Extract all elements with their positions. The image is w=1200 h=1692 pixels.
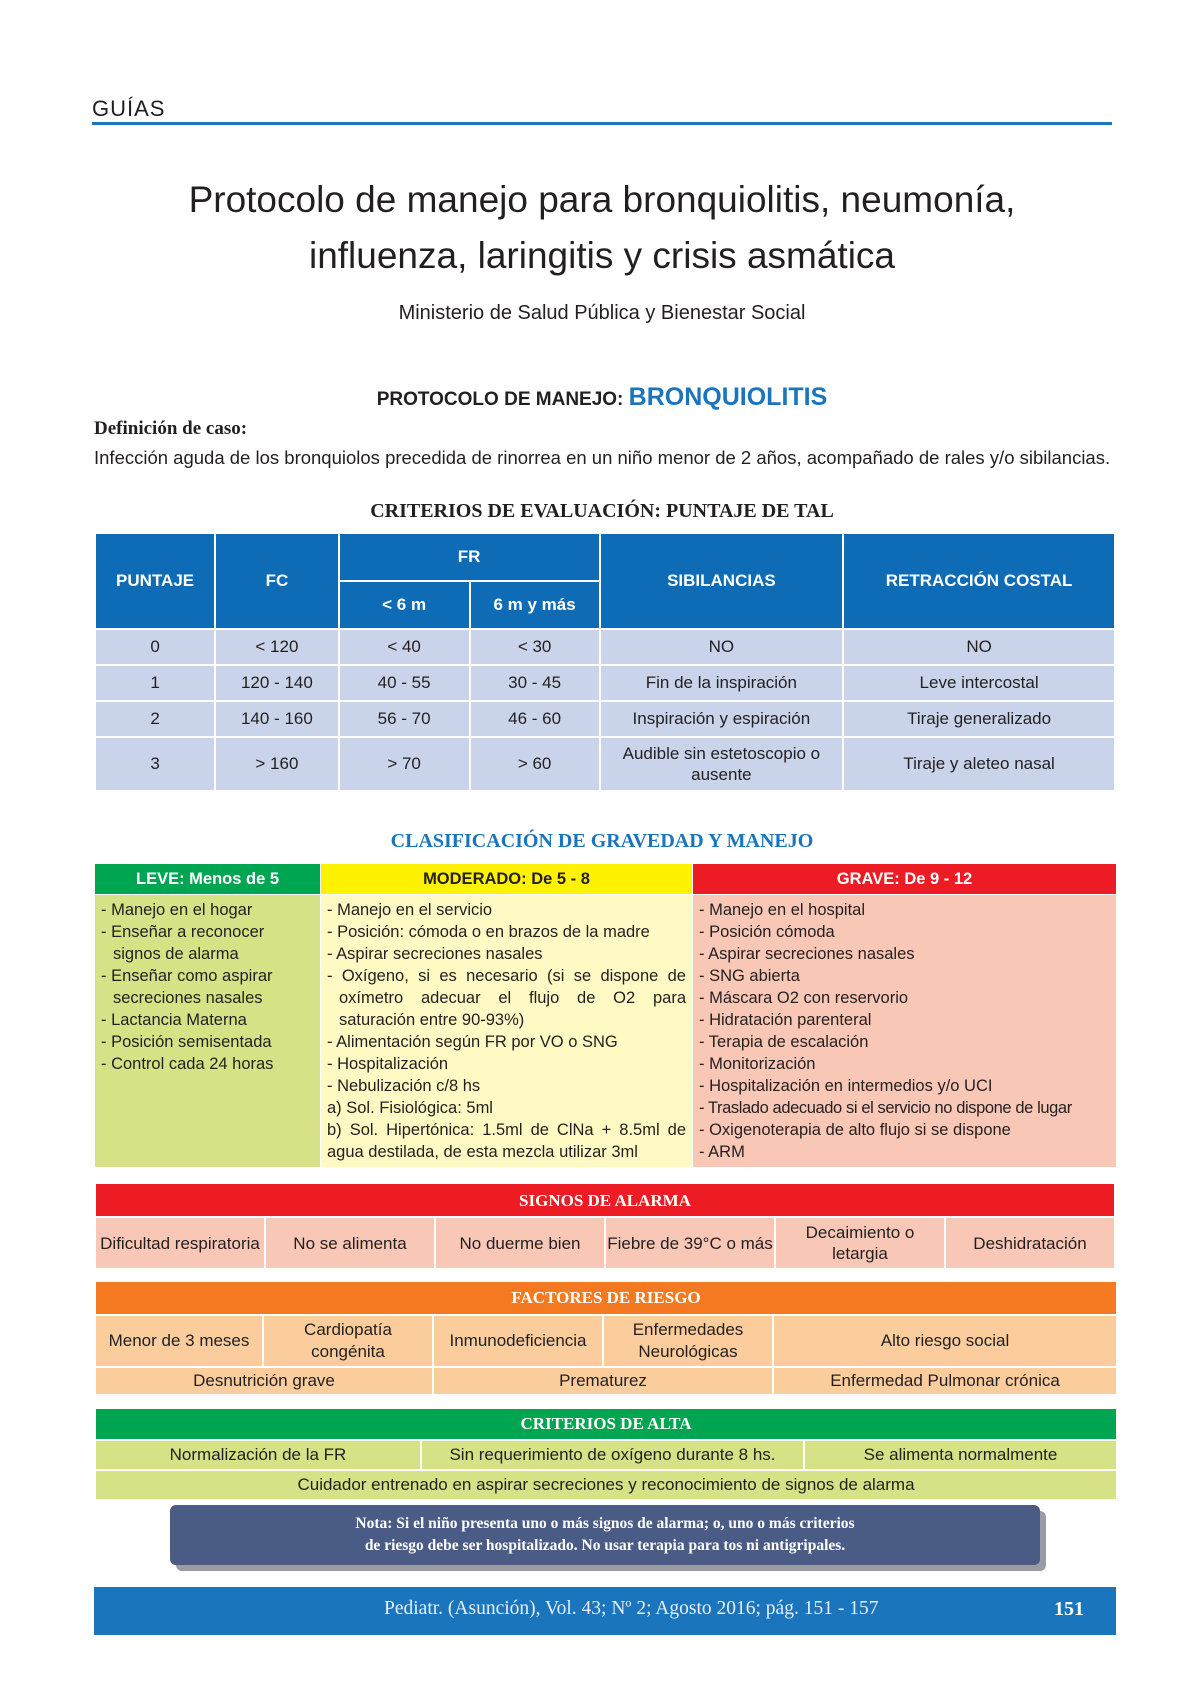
list-item: - Control cada 24 horas bbox=[101, 1055, 274, 1073]
risk-factor: Alto riesgo social bbox=[773, 1315, 1117, 1367]
alarm-sign: Fiebre de 39°C o más bbox=[605, 1217, 775, 1269]
table-cell: Tiraje generalizado bbox=[843, 701, 1115, 737]
risk-factor: Inmunodeficiencia bbox=[433, 1315, 603, 1367]
discharge-criterion: Sin requerimiento de oxígeno durante 8 hs. bbox=[421, 1440, 804, 1470]
alarm-sign: No duerme bien bbox=[435, 1217, 605, 1269]
list-item: - Traslado adecuado si el servicio no dispone de lugar bbox=[699, 1099, 1072, 1117]
protocol-prefix: PROTOCOLO DE MANEJO: bbox=[376, 389, 624, 410]
th-fr: FR bbox=[339, 533, 600, 581]
list-item: - Lactancia Materna bbox=[101, 1011, 247, 1029]
tal-table-title: CRITERIOS DE EVALUACIÓN: PUNTAJE DE TAL bbox=[370, 500, 834, 522]
list-item: - Hospitalización bbox=[327, 1055, 449, 1073]
list-item: - Enseñar como aspirar secreciones nasales bbox=[101, 967, 273, 1007]
alarm-sign: Decaimiento o letargia bbox=[775, 1217, 945, 1269]
definition-heading: Definición de caso: bbox=[94, 418, 248, 439]
risk-factors-title: FACTORES DE RIESGO bbox=[95, 1281, 1117, 1315]
discharge-criteria-table bbox=[94, 1407, 1118, 1501]
risk-factor: Menor de 3 meses bbox=[95, 1315, 263, 1367]
alarm-sign: Dificultad respiratoria bbox=[95, 1217, 265, 1269]
table-cell: 2 bbox=[95, 701, 215, 737]
risk-factor: Desnutrición grave bbox=[95, 1367, 433, 1395]
author-line: Ministerio de Salud Pública y Bienestar Social bbox=[398, 302, 806, 324]
alarm-sign: No se alimenta bbox=[265, 1217, 435, 1269]
alarm-signs-table bbox=[94, 1182, 1116, 1270]
list-item: a) Sol. Fisiológica: 5ml bbox=[327, 1099, 493, 1117]
list-item: - Posición cómoda bbox=[699, 923, 835, 941]
journal-citation: Pediatr. (Asunción), Vol. 43; Nº 2; Agosto 2016; pág. 151 - 157 bbox=[384, 1598, 879, 1619]
moderado-management bbox=[321, 895, 693, 1168]
discharge-criterion: Normalización de la FR bbox=[95, 1440, 421, 1470]
moderado-header: MODERADO: De 5 - 8 bbox=[321, 864, 693, 895]
list-item: - Aspirar secreciones nasales bbox=[699, 945, 915, 963]
table-cell: Tiraje y aleteo nasal bbox=[843, 737, 1115, 791]
risk-factor: Enfermedad Pulmonar crónica bbox=[773, 1367, 1117, 1395]
discharge-criterion: Cuidador entrenado en aspirar secreciones y reconocimiento de signos de alarma bbox=[95, 1470, 1117, 1500]
table-cell: NO bbox=[600, 629, 844, 665]
list-item: - Posición semisentada bbox=[101, 1033, 272, 1051]
grave-management bbox=[693, 895, 1117, 1168]
table-cell: NO bbox=[843, 629, 1115, 665]
risk-factor: Prematurez bbox=[433, 1367, 773, 1395]
title-line-1: Protocolo de manejo para bronquiolitis, neumonía, bbox=[188, 179, 1016, 220]
title-line-2: influenza, laringitis y crisis asmática bbox=[308, 235, 896, 276]
list-item: - Monitorización bbox=[699, 1055, 816, 1073]
alarm-sign: Deshidratación bbox=[945, 1217, 1115, 1269]
severity-table bbox=[94, 863, 1117, 1168]
list-item: - Nebulización c/8 hs bbox=[327, 1077, 481, 1095]
table-cell: Fin de la inspiración bbox=[600, 665, 844, 701]
note-box bbox=[170, 1505, 1040, 1565]
page-number: 151 bbox=[1054, 1598, 1084, 1620]
discharge-criteria-title: CRITERIOS DE ALTA bbox=[95, 1408, 1117, 1440]
list-item: - Hospitalización en intermedios y/o UCI bbox=[699, 1077, 993, 1095]
th-fr-lt6: < 6 m bbox=[339, 581, 470, 629]
th-puntaje: PUNTAJE bbox=[95, 533, 215, 629]
list-item: - Manejo en el hogar bbox=[101, 901, 253, 919]
header-rule bbox=[92, 122, 1112, 125]
list-item: - Hidratación parenteral bbox=[699, 1011, 872, 1029]
table-cell: 1 bbox=[95, 665, 215, 701]
note-line-2: de riesgo debe ser hospitalizado. No usar terapia para tos ni antigripales. bbox=[364, 1537, 846, 1554]
footer-bar bbox=[94, 1587, 1116, 1635]
table-cell: Leve intercostal bbox=[843, 665, 1115, 701]
table-cell: < 40 bbox=[339, 629, 470, 665]
page-title bbox=[92, 172, 1112, 284]
grave-header: GRAVE: De 9 - 12 bbox=[693, 864, 1117, 895]
definition-text: Infección aguda de los bronquiolos precedida de rinorrea en un niño menor de 2 años, acompañado de rales y/o sibilancias. bbox=[94, 447, 1111, 468]
table-cell: 120 - 140 bbox=[215, 665, 338, 701]
list-item: - Oxigenoterapia de alto flujo si se dispone bbox=[699, 1121, 1011, 1139]
list-item: - Oxígeno, si es necesario (si se dispone de oxímetro adecuar el flujo de O2 para saturación entre 90-93%) bbox=[327, 967, 686, 1029]
table-cell: > 60 bbox=[470, 737, 600, 791]
list-item: - Alimentación según FR por VO o SNG bbox=[327, 1033, 618, 1051]
table-cell: 46 - 60 bbox=[470, 701, 600, 737]
protocol-name: BRONQUIOLITIS bbox=[628, 383, 828, 411]
th-fr-ge6: 6 m y más bbox=[470, 581, 600, 629]
classification-title: CLASIFICACIÓN DE GRAVEDAD Y MANEJO bbox=[390, 830, 814, 852]
protocol-heading bbox=[92, 383, 1112, 412]
th-retraccion: RETRACCIÓN COSTAL bbox=[843, 533, 1115, 629]
leve-header: LEVE: Menos de 5 bbox=[95, 864, 321, 895]
table-cell: 0 bbox=[95, 629, 215, 665]
table-cell: 30 - 45 bbox=[470, 665, 600, 701]
risk-factors-table bbox=[94, 1280, 1118, 1396]
table-cell: > 70 bbox=[339, 737, 470, 791]
list-item: - Aspirar secreciones nasales bbox=[327, 945, 543, 963]
list-item: b) Sol. Hipertónica: 1.5ml de ClNa + 8.5ml de agua destilada, de esta mezcla utilizar 3ml bbox=[327, 1121, 686, 1161]
section-label: GUÍAS bbox=[92, 96, 166, 121]
discharge-criterion: Se alimenta normalmente bbox=[804, 1440, 1117, 1470]
risk-factor: Cardiopatía congénita bbox=[263, 1315, 433, 1367]
table-cell: 3 bbox=[95, 737, 215, 791]
list-item: - Posición: cómoda o en brazos de la madre bbox=[327, 923, 650, 941]
table-cell: 140 - 160 bbox=[215, 701, 338, 737]
th-fc: FC bbox=[215, 533, 338, 629]
tal-score-table bbox=[94, 532, 1116, 792]
table-cell: 40 - 55 bbox=[339, 665, 470, 701]
risk-factor: Enfermedades Neurológicas bbox=[603, 1315, 773, 1367]
list-item: - Máscara O2 con reservorio bbox=[699, 989, 909, 1007]
table-cell: > 160 bbox=[215, 737, 338, 791]
table-cell: < 30 bbox=[470, 629, 600, 665]
table-cell: < 120 bbox=[215, 629, 338, 665]
table-cell: Audible sin estetoscopio o ausente bbox=[600, 737, 844, 791]
table-cell: 56 - 70 bbox=[339, 701, 470, 737]
table-cell: Inspiración y espiración bbox=[600, 701, 844, 737]
list-item: - SNG abierta bbox=[699, 967, 800, 985]
th-sibilancias: SIBILANCIAS bbox=[600, 533, 844, 629]
list-item: - Enseñar a reconocer signos de alarma bbox=[101, 923, 265, 963]
list-item: - ARM bbox=[699, 1143, 745, 1161]
leve-management bbox=[95, 895, 321, 1168]
alarm-signs-title: SIGNOS DE ALARMA bbox=[95, 1183, 1115, 1217]
list-item: - Manejo en el servicio bbox=[327, 901, 493, 919]
note-line-1: Nota: Si el niño presenta uno o más signos de alarma; o, uno o más criterios bbox=[355, 1515, 855, 1532]
list-item: - Terapia de escalación bbox=[699, 1033, 869, 1051]
list-item: - Manejo en el hospital bbox=[699, 901, 866, 919]
